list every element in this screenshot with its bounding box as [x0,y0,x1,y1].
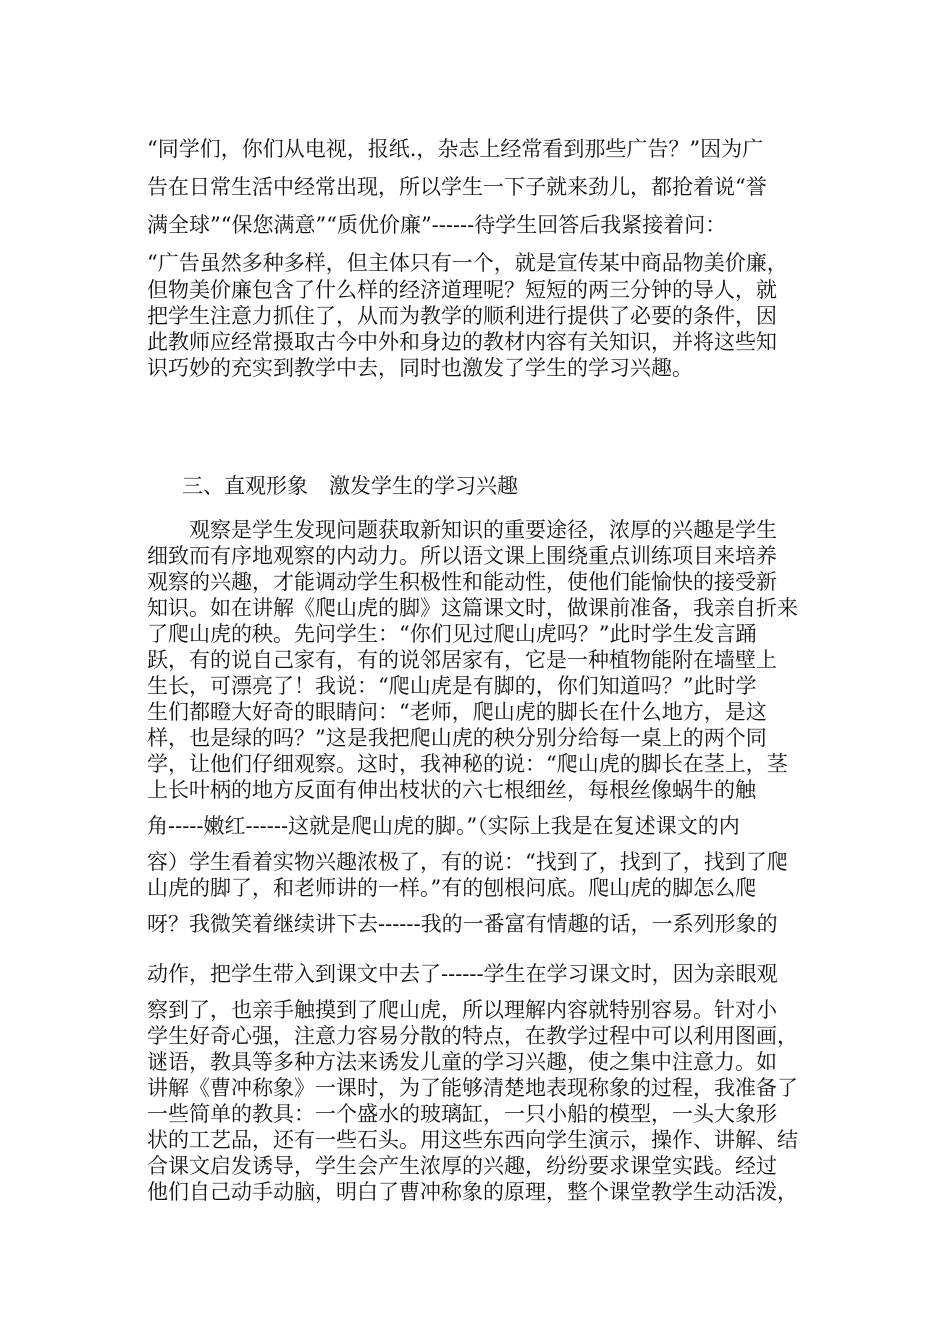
text-line: 此教师应经常摄取古今中外和身边的教材内容有关知识，并将这些知 [147,330,777,354]
text-line: 细致而有序地观察的内动力。所以语文课上围绕重点训练项目来培养 [147,544,777,568]
text-line: 角-----嫩红------这就是爬山虎的脚。”（实际上我是在复述课文的内 [147,814,740,838]
text-line: 生长，可漂亮了！我说：“爬山虎是有脚的，你们知道吗？”此时学 [147,674,757,698]
text-line: 生们都瞪大好奇的眼睛问：“老师，爬山虎的脚长在什么地方，是这 [147,700,767,724]
section-heading: 三、直观形象 激发学生的学习兴趣 [182,474,518,498]
text-line: 上长叶柄的地方反面有伸出枝状的六七根细丝，每根丝像蜗牛的触 [147,778,756,802]
text-line: 动作，把学生带入到课文中去了------学生在学习课文时，因为亲眼观 [147,962,778,986]
text-line: 但物美价廉包含了什么样的经济道理呢？短短的两三分钟的导人，就 [147,278,777,302]
text-line: “广告虽然多种多样，但主体只有一个，就是宣传某中商品物美价廉， [147,251,788,275]
text-line: 他们自己动手动脑，明白了曹冲称象的原理，整个课堂教学生动活泼， [147,1180,798,1204]
text-line: 学生好奇心强，注意力容易分散的特点，在教学过程中可以利用图画， [147,1024,798,1048]
text-line: 观察的兴趣，才能调动学生积极性和能动性，使他们能愉快的接受新 [147,570,777,594]
text-line: 识巧妙的充实到教学中去，同时也激发了学生的学习兴趣。 [147,356,693,380]
text-line: 讲解《曹冲称象》一课时，为了能够清楚地表现称象的过程，我准备了 [147,1076,798,1100]
text-line: 容）学生看着实物兴趣浓极了，有的说：“找到了，找到了，找到了爬 [147,850,788,874]
text-line: 知识。如在讲解《爬山虎的脚》这篇课文时，做课前准备，我亲自折来 [147,596,798,620]
text-line: 把学生注意力抓住了，从而为教学的顺利进行提供了必要的条件，因 [147,304,777,328]
text-line: 一些简单的教具：一个盛水的玻璃缸，一只小船的模型，一头大象形 [147,1102,777,1126]
text-line: 呀？我微笑着继续讲下去------我的一番富有情趣的话，一系列形象的 [147,912,778,936]
text-line: 学，让他们仔细观察。这时，我神秘的说：“爬山虎的脚长在茎上，茎 [147,752,788,776]
text-line: 状的工艺品，还有一些石头。用这些东西向学生演示，操作、讲解、结 [147,1128,798,1152]
text-line: 观察是学生发现问题获取新知识的重要途径，浓厚的兴趣是学生 [147,518,777,542]
text-line: “同学们，你们从电视，报纸.，杂志上经常看到那些广告？”因为广 [147,137,764,161]
text-line: 察到了，也亲手触摸到了爬山虎，所以理解内容就特别容易。针对小 [147,998,777,1022]
text-line: 满全球”“保您满意”“质优价廉”------待学生回答后我紧接着问： [147,213,727,237]
text-line: 谜语，教具等多种方法来诱发儿童的学习兴趣，使之集中注意力。如 [147,1050,777,1074]
text-line: 样，也是绿的吗？”这是我把爬山虎的秧分别分给每一桌上的两个同 [147,726,767,750]
text-line: 跃，有的说自己家有，有的说邻居家有，它是一种植物能附在墙壁上 [147,648,777,672]
text-line: 告在日常生活中经常出现，所以学生一下子就来劲儿，都抢着说“誉 [147,175,767,199]
text-line: 了爬山虎的秧。先问学生：“你们见过爬山虎吗？”此时学生发言踊 [147,622,757,646]
text-line: 合课文启发诱导，学生会产生浓厚的兴趣，纷纷要求课堂实践。经过 [147,1154,777,1178]
text-line: 山虎的脚了，和老师讲的一样。”有的刨根问底。爬山虎的脚怎么爬 [147,876,757,900]
